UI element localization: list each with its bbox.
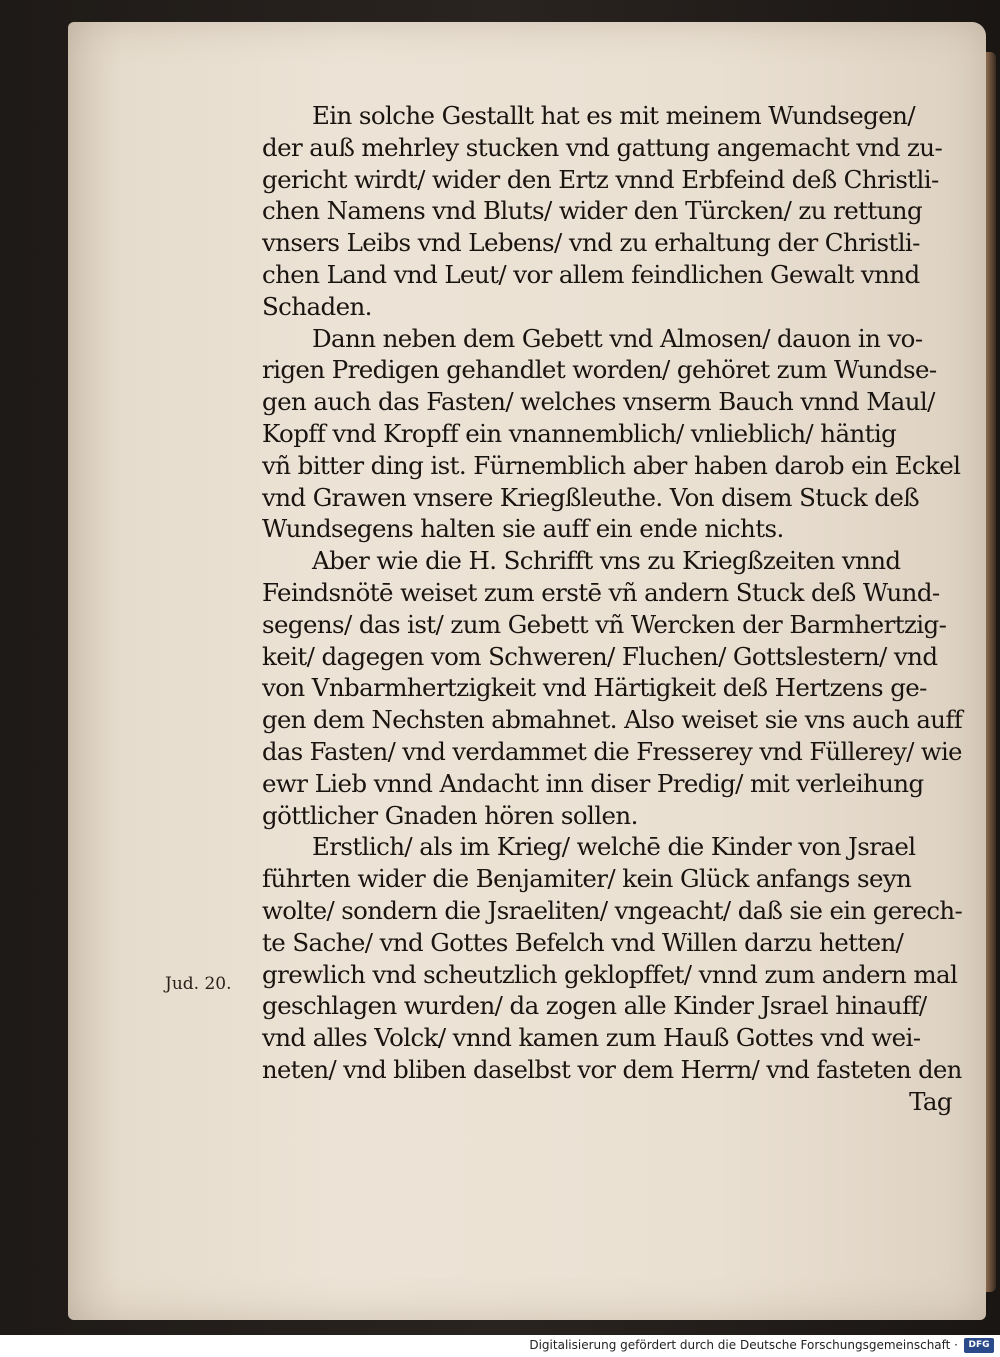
text-line: Kopff vnd Kropff ein vnannemblich/ vnlieblich/ häntig (262, 418, 897, 448)
text-line: Wundsegens halten sie auff ein ende nichts. (262, 514, 784, 544)
text-line: wolte/ sondern die Jsraeliten/ vngeacht/ daß sie ein gerech- (262, 895, 963, 925)
paragraph-3 (262, 545, 962, 831)
text-line: gericht wirdt/ wider den Ertz vnnd Erbfeind deß Christli- (262, 164, 939, 194)
text-line: ewr Lieb vnnd Andacht inn diser Predig/ mit verleihung (262, 768, 924, 798)
text-line: vñ bitter ding ist. Fürnemblich aber haben darob ein Eckel (262, 450, 961, 480)
text-line: göttlicher Gnaden hören sollen. (262, 800, 638, 830)
paragraph-4 (262, 831, 962, 1085)
text-line: der auß mehrley stucken vnd gattung angemacht vnd zu- (262, 132, 943, 162)
funding-notice: Digitalisierung gefördert durch die Deutsche Forschungsgemeinschaft · (529, 1338, 958, 1352)
footer-bar (0, 1335, 1000, 1357)
text-line: gen auch das Fasten/ welches vnserm Bauch vnnd Maul/ (262, 387, 935, 417)
text-line: chen Land vnd Leut/ vor allem feindlichen Gewalt vnnd (262, 259, 920, 289)
text-line: chen Namens vnd Bluts/ wider den Türcken/ zu rettung (262, 196, 923, 226)
catchword: Tag (909, 1086, 952, 1116)
text-line: gen dem Nechsten abmahnet. Also weiset sie vns auch auff (262, 705, 963, 735)
text-line: Erstlich/ als im Krieg/ welchē die Kinder von Jsrael (312, 832, 916, 862)
text-line: neten/ vnd bliben daselbst vor dem Herrn/ vnd fasteten den (262, 1054, 962, 1084)
body-text (262, 100, 962, 1118)
text-line: Dann neben dem Gebett vnd Almosen/ dauon in vo- (312, 323, 923, 353)
text-line: te Sache/ vnd Gottes Befelch vnd Willen darzu hetten/ (262, 927, 904, 957)
text-line: geschlagen wurden/ da zogen alle Kinder Jsrael hinauff/ (262, 991, 927, 1021)
text-line: Ein solche Gestallt hat es mit meinem Wundsegen/ (312, 101, 915, 130)
paragraph-2 (262, 323, 962, 546)
text-line: vnd Grawen vnsere Kriegßleuthe. Von disem Stuck deß (262, 482, 920, 512)
text-line: Feindsnötē weiset zum erstē vñ andern Stuck deß Wund- (262, 577, 940, 607)
text-line: grewlich vnd scheutzlich geklopffet/ vnnd zum andern mal (262, 959, 958, 989)
text-line: vnsers Leibs vnd Lebens/ vnd zu erhaltung der Christli- (262, 228, 920, 258)
text-line: vnd alles Volck/ vnnd kamen zum Hauß Gottes vnd wei- (262, 1023, 921, 1053)
text-line: segens/ das ist/ zum Gebett vñ Wercken der Barmhertzig- (262, 609, 947, 639)
marginal-note: Jud. 20. (165, 974, 232, 994)
text-line: keit/ dagegen vom Schweren/ Fluchen/ Gottslestern/ vnd (262, 641, 938, 671)
paragraph-1 (262, 100, 962, 323)
text-line: rigen Predigen gehandlet worden/ gehöret zum Wundse- (262, 355, 937, 385)
text-line: Schaden. (262, 291, 372, 321)
dfg-logo-icon: DFG (964, 1338, 994, 1353)
text-line: führten wider die Benjamiter/ kein Glück anfangs seyn (262, 864, 912, 894)
text-line: das Fasten/ vnd verdammet die Fresserey vnd Füllerey/ wie (262, 736, 962, 766)
text-line: von Vnbarmhertzigkeit vnd Härtigkeit deß Hertzens ge- (262, 673, 927, 703)
text-line: Aber wie die H. Schrifft vns zu Kriegßzeiten vnnd (312, 546, 901, 576)
page-edge (986, 52, 996, 1292)
